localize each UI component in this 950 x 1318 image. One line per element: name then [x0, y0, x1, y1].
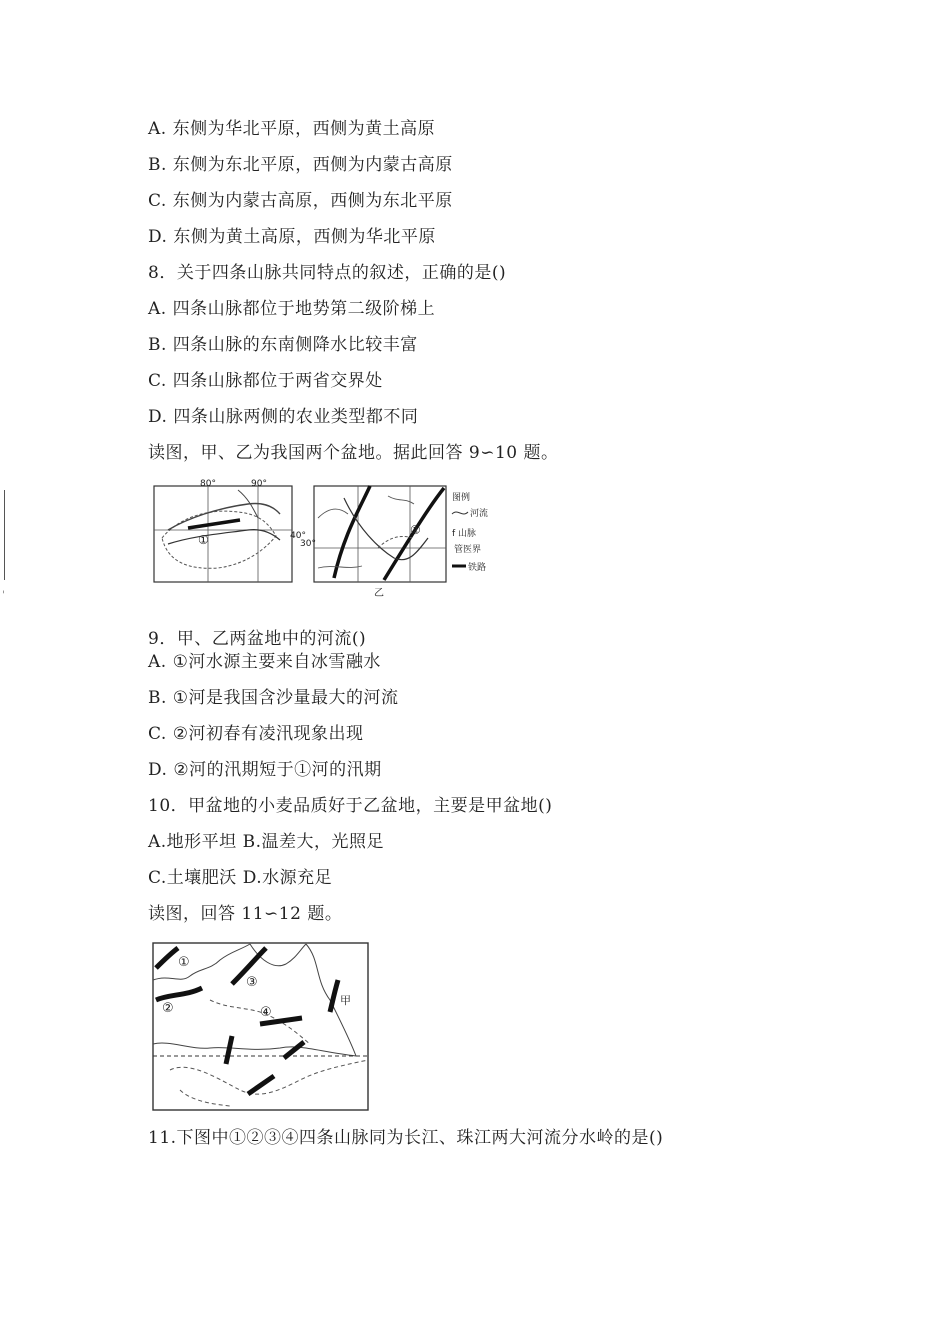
legend-river-icon: [452, 512, 468, 514]
basin-yi-frame: [314, 486, 446, 582]
q7-option-b: B. 东侧为东北平原，西侧为内蒙古高原: [148, 155, 453, 175]
q10-stem: 10．甲盆地的小麦品质好于乙盆地，主要是甲盆地(): [148, 796, 553, 816]
jia-label: 甲: [340, 994, 351, 1007]
intro-9-10: 读图，甲、乙为我国两个盆地。据此回答 9∽10 题。: [148, 443, 559, 463]
basin-jia-river: [168, 530, 280, 544]
lat-30-label: 30°: [300, 539, 316, 549]
q8-stem: 8．关于四条山脉共同特点的叙述，正确的是(): [148, 263, 507, 283]
map-legend: [452, 491, 488, 573]
q7-option-d: D. 东侧为黄土高原，西侧为华北平原: [148, 227, 436, 247]
basin-jia-mountains-north: [168, 503, 280, 530]
q9-option-b: B. ①河是我国含沙量最大的河流: [148, 688, 399, 708]
lon-90-label: 90°: [251, 479, 267, 489]
q9-stem-text: 9．甲、乙两盆地中的河流(): [148, 629, 367, 649]
margin-tick: ': [2, 590, 5, 601]
q8-option-d: D. 四条山脉两侧的农业类型都不同: [148, 407, 419, 427]
mountain-3-label: ③: [246, 975, 258, 990]
q8-option-a: A. 四条山脉都位于地势第二级阶梯上: [148, 299, 436, 319]
q7-option-c: C. 东侧为内蒙古高原，西侧为东北平原: [148, 191, 453, 211]
lat-40-label: 40°: [290, 531, 306, 541]
river-2-label: ②: [410, 523, 421, 537]
margin-mark: [4, 490, 7, 580]
mountain-2-label: ②: [162, 1001, 174, 1016]
q9-stem: [148, 626, 367, 649]
river-1-label: ①: [198, 533, 209, 547]
mountain-map-figure: [150, 940, 374, 1114]
mountain-7: [248, 1076, 274, 1094]
legend-river-label: 河流: [470, 509, 489, 519]
basin-map-figure: [148, 478, 508, 598]
intro-11-12: 读图，回答 11∽12 题。: [148, 904, 343, 924]
q10-options-ab: A.地形平坦 B.温差大，光照足: [148, 832, 384, 852]
q10-options-cd: C.土壤肥沃 D.水源充足: [148, 868, 333, 888]
basin-yi-label: 乙: [374, 588, 384, 599]
mountain-1-label: ①: [178, 955, 190, 970]
q9-option-a: A. ①河水源主要来自冰雪融水: [148, 652, 381, 672]
legend-title: 图例: [452, 493, 471, 503]
q9-option-c: C. ②河初春有凌汛现象出现: [148, 724, 364, 744]
q9-option-d: D. ②河的汛期短于①河的汛期: [148, 760, 382, 780]
mountain-1: [156, 948, 178, 968]
legend-rail-label: 铁路: [468, 563, 487, 573]
lon-80-label: 80°: [200, 479, 216, 489]
mountain-5: [226, 1036, 232, 1064]
q8-option-c: C. 四条山脉都位于两省交界处: [148, 371, 383, 391]
mountain-2: [156, 988, 202, 1000]
legend-mountain-label: f 山脉: [452, 529, 477, 539]
q8-option-b: B. 四条山脉的东南侧降水比较丰富: [148, 335, 418, 355]
mountain-4-label: ④: [260, 1005, 272, 1020]
legend-border-label: 管医界: [454, 545, 482, 555]
basin-jia-railway: [188, 520, 240, 528]
basin-jia-outline: [162, 511, 276, 568]
q11-stem: 11.下图中①②③④四条山脉同为长江、珠江两大河流分水岭的是(): [148, 1128, 664, 1148]
q7-option-a: A. 东侧为华北平原，西侧为黄土高原: [148, 119, 436, 139]
